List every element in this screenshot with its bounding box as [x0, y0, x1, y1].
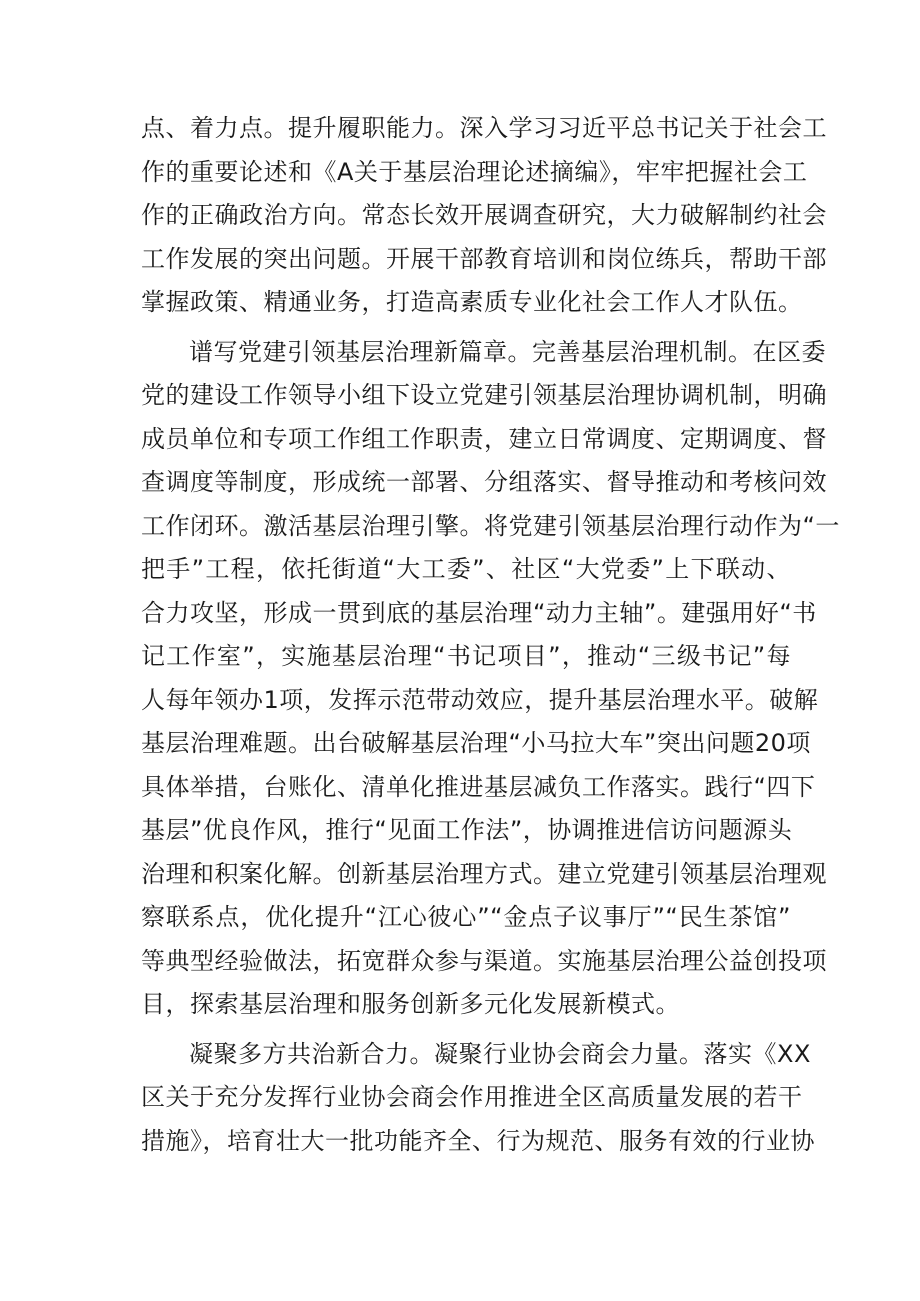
text-line: 治理和积案化解。创新基层治理方式。建立党建引领基层治理观 [141, 859, 827, 888]
text-line: 掌握政策、精通业务，打造高素质专业化社会工作人才队伍。 [141, 288, 803, 316]
text-line: 成员单位和专项工作组工作职责，建立日常调度、定期调度、督 [141, 424, 827, 453]
text-line: 点、着力点。提升履职能力。深入学习习近平总书记关于社会工 [141, 114, 827, 142]
text-line: 人每年领办1项，发挥示范带动效应，提升基层治理水平。破解 [141, 685, 819, 714]
text-line: 工作发展的突出问题。开展干部教育培训和岗位练兵，帮助干部 [141, 244, 827, 273]
paragraph-3 [141, 1033, 815, 1164]
text-line: 合力攻坚，形成一贯到底的基层治理“动力主轴”。建强用好“书 [141, 598, 817, 627]
text-line: 党的建设工作领导小组下设立党建引领基层治理协调机制，明确 [141, 381, 827, 409]
text-line: 目，探索基层治理和服务创新多元化发展新模式。 [141, 990, 680, 1018]
text-line: 查调度等制度，形成统一部署、分组落实、督导推动和考核问效 [141, 468, 827, 496]
text-line: 谱写党建引领基层治理新篇章。完善基层治理机制。在区委 [189, 337, 826, 366]
text-line: 把手”工程，依托街道“大工委”、社区“大党委”上下联动、 [141, 555, 791, 583]
text-line: 察联系点，优化提升“江心彼心”“金点子议事厅”“民生茶馆” [141, 903, 791, 931]
text-line: 基层治理难题。出台破解基层治理“小马拉大车”突出问题20项 [141, 729, 811, 757]
document-body [141, 107, 840, 1169]
text-line: 记工作室”，实施基层治理“书记项目”，推动“三级书记”每 [141, 642, 791, 670]
text-line: 区关于充分发挥行业协会商会作用推进全区高质量发展的若干 [141, 1083, 803, 1111]
text-line: 工作闭环。激活基层治理引擎。将党建引领基层治理行动作为“一 [141, 511, 840, 540]
paragraph-2 [141, 331, 840, 1027]
text-line: 具体举措，台账化、清单化推进基层减负工作落实。践行“四下 [141, 772, 816, 801]
text-line: 凝聚多方共治新合力。凝聚行业协会商会力量。落实《XX [189, 1039, 811, 1068]
text-line: 基层”优良作风，推行“见面工作法”，协调推进信访问题源头 [141, 816, 793, 844]
text-line: 措施》，培育壮大一批功能齐全、行为规范、服务有效的行业协 [141, 1126, 815, 1155]
text-line: 作的重要论述和《A关于基层治理论述摘编》，牢牢把握社会工 [141, 157, 808, 186]
text-line: 等典型经验做法，拓宽群众参与渠道。实施基层治理公益创投项 [141, 946, 827, 975]
text-line: 作的正确政治方向。常态长效开展调查研究，大力破解制约社会 [141, 201, 827, 229]
paragraph-1 [141, 107, 827, 325]
